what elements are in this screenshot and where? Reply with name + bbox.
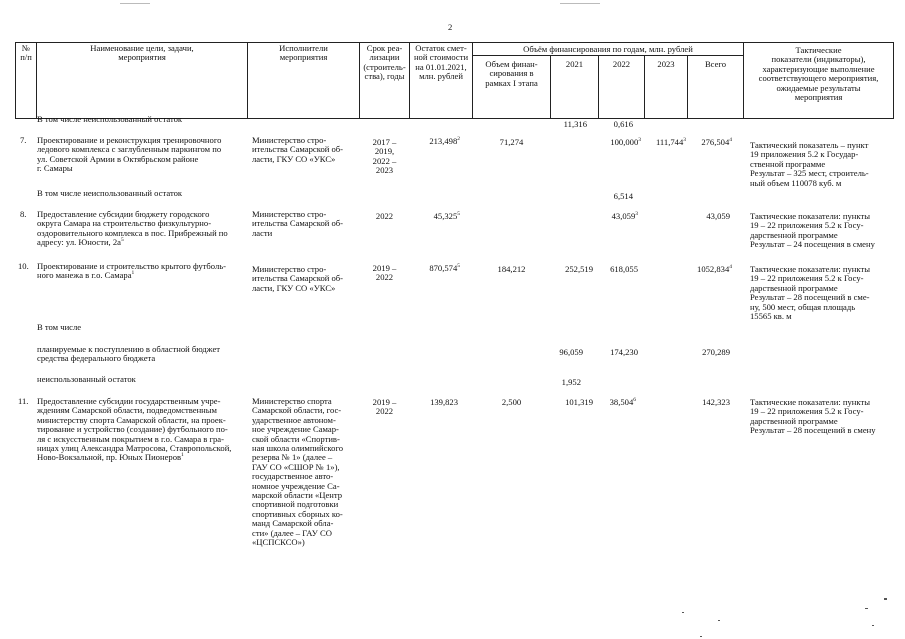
row8-name: Предоставление субсидии бюджету городского округа Самара на строительство физкультурно- оздоровительного комплекса в пос. Прибрежный по адресу: ул. Юности, $2а^5$ <box>37 209 228 248</box>
header-financing: Объём финансирования по годам, млн. рублей <box>523 44 693 54</box>
row11-term: 2019 – 2022 <box>372 397 397 417</box>
row10-2021: 252,519 <box>565 264 593 274</box>
row8-indicators: Тактические показатели: пункты 19 – 22 приложения 5.2 к Госу- дарственной программе Результат – 24 посещения в смену <box>750 211 875 250</box>
header-stage1: Объем финан- сирования в рамках I этапа <box>485 59 538 88</box>
header-executors: Исполнители мероприятия <box>279 43 328 63</box>
row10-planned-total: 270,289 <box>702 347 730 357</box>
row7-remainder: 213,498$^2$ <box>429 136 460 146</box>
row8-executors: Министерство стро- ительства Самарской об- ласти <box>252 209 344 238</box>
row10-planned-2021: 96,059 <box>559 347 583 357</box>
row7-2022: 100,000$^3$ <box>610 137 641 147</box>
row11-remainder: 139,823 <box>430 397 458 407</box>
header-2021: 2021 <box>565 59 584 69</box>
header-num: № п/п <box>20 43 32 63</box>
header-name: Наименование цели, задачи, мероприятия <box>90 43 194 63</box>
header-2022: 2022 <box>612 59 631 69</box>
row11-name: Предоставление субсидии государственным учре- ждениям Самарской области, подведомственным министерству спорта Самарской области, на проек- тирование и устройство (создание) футбольного по- ля с искусственным покрытием в г.о. Самара в гра- ницах улиц Александра Матросова, Ставропольской, Ново-Вокзальной, пр. Юных Пионеров$^1$ <box>37 396 232 463</box>
row7-term: 2017 – 2019, 2022 – 2023 <box>372 137 397 176</box>
row7-2023: 111,744$^3$ <box>655 137 686 147</box>
row10-unused-label: неиспользованный остаток <box>37 374 136 384</box>
row10-planned-label: планируемые к поступлению в областной бюджет средства федерального бюджета <box>37 344 221 364</box>
row11-2022: 38,504$^6$ <box>609 397 636 407</box>
prev-unused-2021: 11,316 <box>563 119 587 129</box>
row8-total: 43,059 <box>706 211 730 221</box>
row7-name: Проектирование и реконструкция тренировочного ледового комплекса с заглубленным паркингом по ул. Советской Армии в Октябрьском районе г. Самары <box>37 135 222 174</box>
header-total: Всего <box>704 59 727 69</box>
row10-unused-2021: 1,952 <box>561 377 581 387</box>
row8-term: 2022 <box>375 211 394 221</box>
header-remainder: Остаток смет- ной стоимости на 01.01.2021, млн. рублей <box>413 43 469 82</box>
row11-indicators: Тактические показатели: пункты 19 – 22 приложения 5.2 к Госу- дарственной программе Результат – 28 посещений в смену <box>750 397 876 436</box>
row10-total: 1052,834$^4$ <box>697 264 732 274</box>
row11-stage1: 2,500 <box>501 397 522 407</box>
row10-planned-2022: 174,230 <box>610 347 638 357</box>
row7-total: 276,504$^4$ <box>701 137 732 147</box>
row11-num: 11. <box>18 396 29 406</box>
row10-incl-label: В том числе <box>37 322 82 332</box>
row7-stage1: 71,274 <box>499 137 524 147</box>
row11-total: 142,323 <box>702 397 730 407</box>
row10-term: 2019 – 2022 <box>372 263 397 283</box>
row10-remainder: 870,574$^5$ <box>429 263 460 273</box>
row8-remainder: 45,325$^5$ <box>433 211 460 221</box>
row10-stage1: 184,212 <box>497 264 526 274</box>
row10-indicators: Тактические показатели: пункты 19 – 22 приложения 5.2 к Госу- дарственной программе Результат – 28 посещений в сме- ну, 500 мест, общая площадь 15565 кв. м <box>750 264 870 322</box>
row8-2022: 43,059$^3$ <box>611 211 638 221</box>
header-2023: 2023 <box>657 59 675 69</box>
row10-2022: 618,055 <box>610 264 638 274</box>
header-term: Срок реа- лизации (строитель- ства), годы <box>363 43 406 82</box>
row11-executors: Министерство спорта Самарской области, гос- ударственное автоном- ное учреждение Самар- ской области «Спортив- ная школа олимпийского резерва № 1» (далее – ГАУ СО «СШОР № 1»), государственное авто- номное учреждение Са- марской области «Центр спортивной подготовки спортивных сборных ко- манд Самарской обла- сти» (далее – ГАУ СО «ЦСПСКСО») <box>252 396 344 548</box>
row7-num: 7. <box>20 135 27 145</box>
header-indicators: Тактические показатели (индикаторы), характеризующие выполнение соответствующего мероприятия, ожидаемые результаты мероприятия <box>758 45 879 103</box>
row7-unused-2022: 6,514 <box>613 191 633 201</box>
row10-executors: Министерство стро- ительства Самарской об- ласти, ГКУ СО «УКС» <box>252 264 344 293</box>
prev-unused-label: В том числе неиспользованный остаток <box>37 114 183 124</box>
row7-executors: Министерство стро- ительства Самарской об- ласти, ГКУ СО «УКС» <box>252 135 344 164</box>
row8-num: 8. <box>20 209 27 219</box>
row10-num: 10. <box>18 261 29 271</box>
row10-name: Проектирование и строительство крытого футболь- ного манежа в г.о. Самара$^1$ <box>37 261 227 281</box>
prev-unused-2022: 0,616 <box>613 119 633 129</box>
row11-2021: 101,319 <box>565 397 593 407</box>
row7-unused-label: В том числе неиспользованный остаток <box>37 188 183 198</box>
row7-indicators: Тактический показатель – пункт 19 приложения 5.2 к Государ- ственной программе Результат – 325 мест, строитель- ный объем 110078 куб. м <box>750 140 869 188</box>
page-number: 2 <box>448 22 453 32</box>
